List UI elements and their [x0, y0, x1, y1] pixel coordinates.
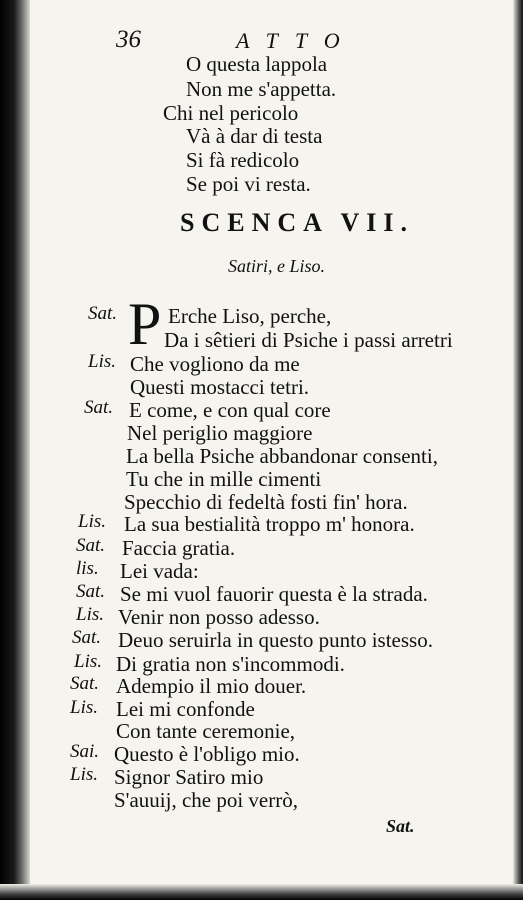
speaker-label: Sat.	[70, 673, 100, 694]
speaker-label: Sat.	[88, 303, 118, 324]
running-head: ATTO	[236, 28, 357, 53]
speaker-label: Lis.	[78, 511, 106, 532]
speaker-label: Lis.	[70, 764, 98, 785]
dialogue-line: La bella Psiche abbandonar consenti,	[126, 444, 438, 468]
dialogue-line: Che vogliono da me	[130, 352, 300, 376]
verse-line: Non me s'appetta.	[186, 77, 337, 101]
dialogue-line: Lei vada:	[120, 559, 199, 583]
verse-line: Si fà redicolo	[186, 148, 300, 172]
speaker-label: Sat.	[72, 627, 102, 648]
dialogue-line: Nel periglio maggiore	[127, 421, 313, 445]
scan-bottom-edge	[0, 884, 523, 900]
dialogue-line: Deuo seruirla in questo punto istesso.	[118, 628, 433, 652]
speaker-label: Lis.	[88, 351, 116, 372]
dialogue-line: Questi mostacci tetri.	[130, 375, 310, 399]
speaker-label: Sat.	[84, 397, 114, 418]
dialogue-line: Erche Liso, perche,	[168, 304, 332, 328]
verse-line: O questa lappola	[186, 52, 328, 76]
dialogue-line: Questo è l'obligo mio.	[114, 742, 300, 766]
dialogue-line: Signor Satiro mio	[114, 765, 264, 789]
scene-title: SCENCA VII.	[180, 208, 415, 237]
page-number: 36	[116, 26, 141, 53]
dialogue-line: Lei mi confonde	[116, 697, 255, 721]
speaker-label: Sat.	[76, 581, 106, 602]
dialogue-line: Venir non posso adesso.	[118, 605, 320, 629]
speaker-label: Lis.	[76, 604, 104, 625]
dialogue-line: Di gratia non s'incommodi.	[116, 652, 345, 676]
catchword: Sat.	[386, 816, 415, 836]
dialogue-line: Se mi vuol fauorir questa è la strada.	[120, 582, 428, 606]
scene-characters: Satiri, e Liso.	[228, 256, 326, 276]
drop-cap: P	[128, 291, 162, 357]
dialogue-line: S'auuij, che poi verrò,	[114, 788, 298, 812]
speaker-label: Sat.	[76, 535, 106, 556]
speaker-label: lis.	[76, 558, 99, 579]
dialogue-line: Da i sêtieri di Psiche i passi arretri	[164, 328, 453, 352]
verse-line: Và à dar di testa	[186, 124, 323, 148]
dialogue-line: La sua bestialità troppo m' honora.	[124, 512, 415, 536]
dialogue-line: Faccia gratia.	[122, 536, 236, 560]
verse-line: Chi nel pericolo	[163, 101, 299, 125]
scan-right-edge	[513, 0, 523, 900]
dialogue-line: Con tante ceremonie,	[116, 719, 296, 743]
dialogue-line: Specchio di fedeltà fosti fin' hora.	[124, 490, 408, 514]
dialogue-line: E come, e con qual core	[129, 398, 331, 422]
speaker-label: Lis.	[70, 697, 98, 718]
dialogue-line: Tu che in mille cimenti	[126, 467, 322, 491]
speaker-label: Sai.	[70, 741, 100, 762]
dialogue-line: Adempio il mio douer.	[116, 674, 307, 698]
speaker-label: Lis.	[74, 651, 102, 672]
verse-line: Se poi vi resta.	[186, 172, 311, 196]
scan-left-edge	[0, 0, 30, 900]
